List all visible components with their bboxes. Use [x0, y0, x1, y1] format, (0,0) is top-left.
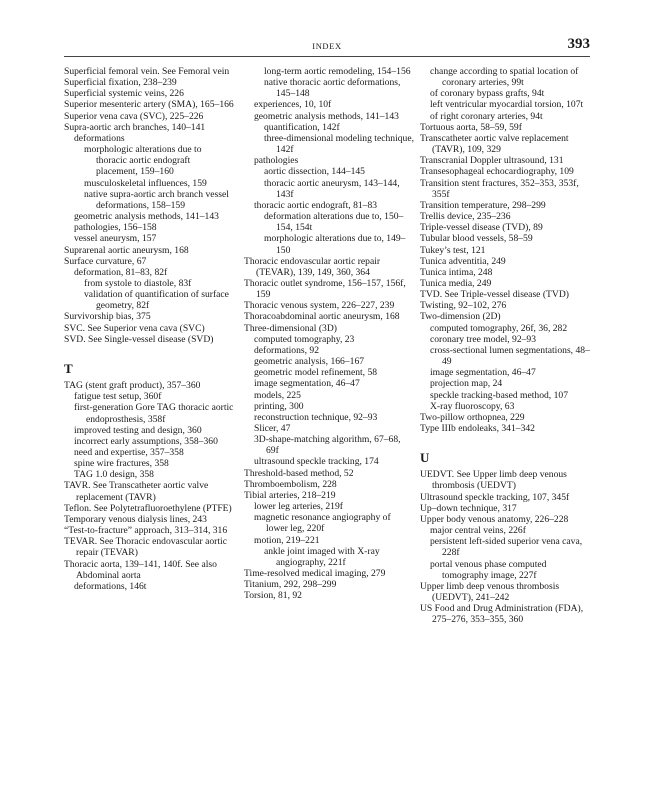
index-subentry: computed tomography, 26f, 36, 282: [430, 322, 568, 334]
index-subentry: of coronary bypass grafts, 94t: [430, 88, 545, 100]
index-entry: Ultrasound speckle tracking, 107, 345f: [420, 491, 570, 503]
index-subentry: persistent left-sided superior vena cava, 228f: [430, 536, 583, 559]
index-entry: Thoracic aorta, 139–141, 140f. See also Abdominal aorta: [64, 558, 217, 581]
index-entry: Two-pillow orthopnea, 229: [420, 411, 525, 423]
index-subentry: vessel aneurysm, 157: [74, 233, 157, 245]
index-entry: SVC. See Superior vena cava (SVC): [64, 322, 205, 334]
index-entry: Tubular blood vessels, 58–59: [420, 233, 533, 245]
index-entry: Transcranial Doppler ultrasound, 131: [420, 155, 564, 167]
index-entry: Transesophageal echocardiography, 109: [420, 166, 574, 178]
running-head: INDEX: [312, 41, 342, 51]
index-subentry: of right coronary arteries, 94t: [430, 110, 543, 122]
index-subentry: experiences, 10, 10f: [254, 99, 332, 111]
page-number: 393: [567, 36, 590, 52]
index-subentry: morphologic alterations due to, 149–150: [264, 233, 406, 256]
index-entry: Titanium, 292, 298–299: [244, 579, 337, 591]
index-entry: Superficial fixation, 238–239: [64, 77, 177, 89]
index-subentry: long-term aortic remodeling, 154–156: [264, 66, 411, 77]
index-subentry: lower leg arteries, 219f: [254, 501, 343, 513]
index-entry: Tunica intima, 248: [420, 266, 493, 278]
index-entry: Tibial arteries, 218–219: [244, 489, 336, 501]
index-subentry: musculoskeletal influences, 159: [84, 177, 207, 189]
index-subentry: morphologic alterations due to thoracic aortic endograft placement, 159–160: [84, 144, 202, 178]
index-subentry: projection map, 24: [430, 378, 503, 390]
index-entry: Transcatheter aortic valve replacement (TAVR), 109, 329: [420, 132, 569, 156]
index-subentry: thoracic aortic aneurysm, 143–144, 143f: [264, 177, 400, 200]
index-entry: TEVAR. See Thoracic endovascular aortic repair (TEVAR): [64, 536, 227, 559]
index-subentry: incorrect early assumptions, 358–360: [74, 435, 218, 447]
index-entry: Tunica adventitia, 249: [420, 255, 506, 267]
index-entry: Superior mesenteric artery (SMA), 165–166: [64, 99, 234, 111]
index-entry: Three-dimensional (3D): [244, 322, 337, 334]
index-entry: TAVR. See Transcatheter aortic valve replacement (TAVR): [64, 480, 209, 503]
index-entry: Thoracic outlet syndrome, 156–157, 156f, 159: [244, 277, 406, 301]
page-header: [64, 36, 590, 56]
index-subentry: portal venous phase computed tomography image, 227f: [430, 558, 547, 581]
index-subentry: deformation alterations due to, 150–154, 154t: [264, 211, 404, 234]
index-entry: Threshold-based method, 52: [244, 467, 354, 479]
index-entry: Two-dimension (2D): [420, 311, 501, 323]
index-subentry: magnetic resonance angiography of lower leg, 220f: [254, 512, 391, 535]
index-entry: Tortuous aorta, 58–59, 59f: [420, 121, 522, 133]
index-entry: Trellis device, 235–236: [420, 211, 511, 223]
index-subentry: geometric analysis methods, 141–143: [74, 211, 219, 223]
index-subentry: cross-sectional lumen segmentations, 48–49: [430, 344, 590, 368]
index-subentry: reconstruction technique, 92–93: [254, 411, 378, 423]
index-subentry: X-ray fluoroscopy, 63: [430, 400, 515, 412]
index-entry: Triple-vessel disease (TVD), 89: [420, 222, 543, 234]
index-subentry: first-generation Gore TAG thoracic aortic endoprosthesis, 358f: [74, 402, 234, 425]
index-entry: Tunica media, 249: [420, 277, 492, 289]
index-subentry: improved testing and design, 360: [74, 424, 202, 436]
index-entry: Thromboembolism, 228: [244, 478, 337, 490]
index-subentry: printing, 300: [254, 400, 304, 412]
index-subentry: native thoracic aortic deformations, 145–148: [264, 77, 401, 100]
index-subentry: deformation, 81–83, 82f: [74, 266, 168, 278]
index-entry: Teflon. See Polytetrafluoroethylene (PTFE): [64, 502, 232, 514]
index-subentry: computed tomography, 23: [254, 333, 355, 345]
index-subentry: geometric model refinement, 58: [254, 367, 378, 379]
index-entry: TAG (stent graft product), 357–360: [64, 380, 201, 392]
index-entry: Twisting, 92–102, 276: [420, 300, 507, 312]
index-subentry: ankle joint imaged with X-ray angiography, 221f: [264, 545, 380, 568]
index-subentry: thoracic aortic endograft, 81–83: [254, 199, 378, 211]
index-entry: “Test-to-fracture” approach, 313–314, 316: [64, 525, 228, 537]
index-entry: Survivorship bias, 375: [64, 311, 151, 323]
index-subentry: Slicer, 47: [254, 423, 291, 434]
index-entry: Torsion, 81, 92: [244, 590, 302, 602]
index-subentry: image segmentation, 46–47: [254, 378, 360, 390]
index-entry: Type IIIb endoleaks, 341–342: [420, 423, 535, 434]
index-subentry: coronary tree model, 92–93: [430, 333, 537, 345]
index-subentry: change according to spatial location of coronary arteries, 99t: [430, 66, 579, 89]
index-entry: Superficial systemic veins, 226: [64, 88, 184, 100]
index-entry: US Food and Drug Administration (FDA), 275–276, 353–355, 360: [420, 603, 584, 626]
index-subentry: need and expertise, 357–358: [74, 447, 184, 458]
index-subentry: pathologies, 156–158: [74, 222, 157, 234]
index-subentry: motion, 219–221: [254, 534, 320, 546]
section-letter: T: [64, 360, 73, 376]
index-entry: Thoracic venous system, 226–227, 239: [244, 300, 395, 312]
index-entry: Time-resolved medical imaging, 279: [244, 568, 386, 580]
index-subentry: image segmentation, 46–47: [430, 367, 536, 379]
index-entry: Transition stent fractures, 352–353, 353f, 355f: [420, 177, 579, 200]
index-subentry: speckle tracking-based method, 107: [430, 389, 568, 401]
index-entry: Upper body venous anatomy, 226–228: [420, 513, 569, 525]
index-subentry: spine wire fractures, 358: [74, 458, 169, 470]
index-column-3: [420, 66, 590, 626]
index-entry: TVD. See Triple-vessel disease (TVD): [420, 289, 569, 301]
index-column-2: [244, 66, 414, 602]
index-subentry: aortic dissection, 144–145: [264, 166, 365, 178]
index-subentry: models, 225: [254, 389, 301, 401]
index-entry: Surface curvature, 67: [64, 255, 147, 267]
index-subentry: native supra-aortic arch branch vessel deformations, 158–159: [84, 188, 229, 211]
index-subentry: deformations: [74, 132, 125, 144]
index-entry: Superior vena cava (SVC), 225–226: [64, 110, 204, 122]
index-subentry: deformations, 92: [254, 344, 320, 356]
index-entry: Transition temperature, 298–299: [420, 199, 546, 211]
index-subentry: from systole to diastole, 83f: [84, 277, 192, 289]
index-subentry: three-dimensional modeling technique, 142f: [264, 132, 414, 156]
index-subentry: 3D-shape-matching algorithm, 67–68, 69f: [254, 434, 401, 457]
index-entry: Supra-aortic arch branches, 140–141: [64, 121, 206, 133]
index-subentry: left ventricular myocardial torsion, 107t: [430, 99, 584, 111]
section-letter: U: [420, 450, 430, 466]
index-entry: Up–down technique, 317: [420, 502, 517, 514]
index-subentry: geometric analysis methods, 141–143: [254, 110, 399, 122]
index-subentry: geometric analysis, 166–167: [254, 356, 365, 368]
header-rule: [64, 56, 590, 57]
index-subentry: TAG 1.0 design, 358: [74, 469, 154, 481]
index-entry: Superficial femoral vein. See Femoral vein: [64, 66, 230, 77]
index-entry: UEDVT. See Upper limb deep venous thrombosis (UEDVT): [420, 469, 567, 492]
index-entry: Temporary venous dialysis lines, 243: [64, 513, 207, 525]
index-subentry: ultrasound speckle tracking, 174: [254, 456, 379, 468]
index-subentry: major central veins, 226f: [430, 525, 526, 537]
index-entry: Upper limb deep venous thrombosis (UEDVT), 241–242: [420, 580, 560, 604]
index-subentry: deformations, 146t: [74, 580, 147, 592]
index-entry: Suprarenal aortic aneurysm, 168: [64, 244, 189, 256]
index-column-1: [64, 66, 234, 592]
index-entry: SVD. See Single-vessel disease (SVD): [64, 333, 214, 345]
index-subentry: fatigue test setup, 360f: [74, 391, 162, 403]
index-entry: Thoracic endovascular aortic repair (TEVAR), 139, 149, 360, 364: [244, 255, 381, 278]
index-subentry: validation of quantification of surface geometry, 82f: [84, 289, 229, 312]
index-subentry: quantification, 142f: [264, 121, 340, 133]
index-entry: Tukey’s test, 121: [420, 244, 486, 256]
index-entry: Thoracoabdominal aortic aneurysm, 168: [244, 311, 400, 323]
index-subentry: pathologies: [254, 155, 299, 167]
